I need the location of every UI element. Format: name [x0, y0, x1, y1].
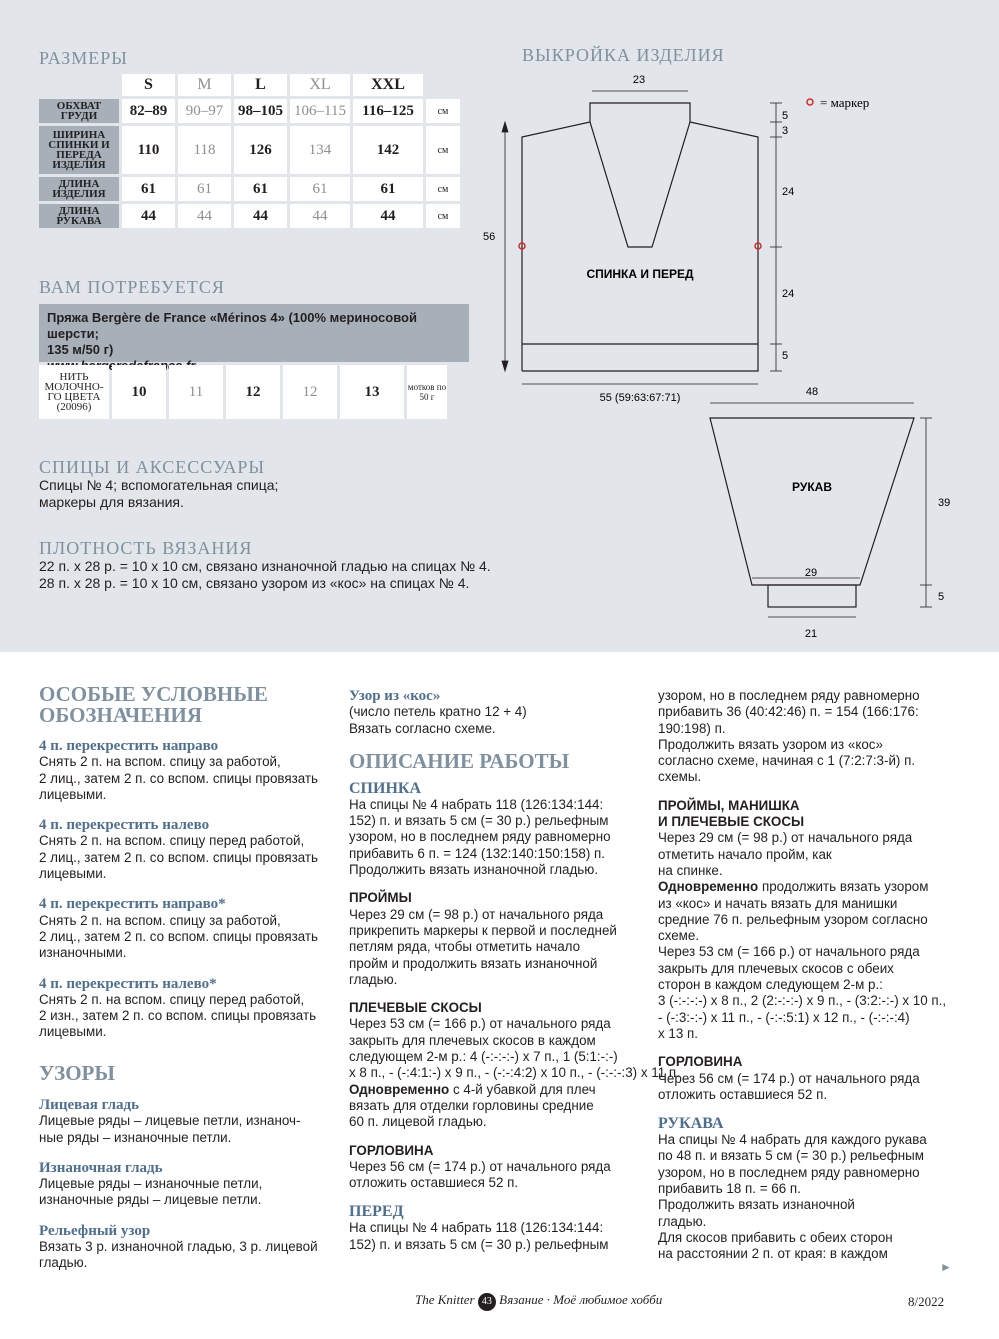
gauge-title: ПЛОТНОСТЬ ВЯЗАНИЯ [39, 538, 253, 558]
next-page-icon: ► [940, 1260, 952, 1274]
unit-cell: см [426, 204, 460, 228]
dim-label: 55 (59:63:67:71) [599, 392, 681, 404]
thread-label: НИТЬ МОЛОЧНО- ГО ЦВЕТА (20096) [39, 365, 109, 419]
thread-cell: 13 [340, 365, 404, 419]
dim-label: 39 [938, 497, 951, 509]
size-header: M [178, 74, 231, 96]
size-cell: 90–97 [178, 99, 231, 123]
special-list: 4 п. перекрестить направо Снять 2 п. на вспом. спицу за работой, 2 лиц., затем 2 п. со вспом. спицы провязать лицевыми. 4 п. перекрестить налево Снять 2 п. на вспом. спицу перед работой, 2 лиц., затем 2 п. со вспом. спицы провязать лицевыми. 4 п. перекрестить направо* Снять 2 п. на вспом. спицу за работой, 2 лиц., затем 2 п. со вспом. спицы провязать изнаночными. 4 п. перекрестить налево* Снять 2 п. на вспом. спицу перед работой, 2 изн., затем 2 п. со вспом. спицы провязать лицевыми. [39, 738, 319, 1040]
needles-line: Спицы № 4; вспомогательная спица; [39, 477, 279, 493]
dimension-lines [502, 91, 932, 617]
size-cell: 126 [234, 126, 287, 174]
size-cell: 118 [178, 126, 231, 174]
unit-cell: см [426, 99, 460, 123]
size-header: XL [290, 74, 350, 96]
size-cell: 82–89 [122, 99, 175, 123]
page-footer [415, 1292, 662, 1311]
size-cell: 44 [353, 204, 423, 228]
column-2: Узор из «кос» (число петель кратно 12 + 4) Вязать согласно схеме. ОПИСАНИЕ РАБОТЫ СПИНКА На спицы № 4 набрать 118 (126:134:144: 152) п. и вязать 5 см (= 30 р.) рельефным узором, но в последнем ряду равномерно прибавить 6 п. = 124 (132:140:150:158) п. Продолжить вязать изнаночной гладью. ПРОЙМЫ Через 29 см (= 98 р.) от начального ряда прикрепить маркеры к первой и последней петлям ряда, чтобы отметить начало пройм и продолжить вязать изнаночной гладью. ПЛЕЧЕВЫЕ СКОСЫ Через 53 см (= 166 р.) от начального ряда закрыть для плечевых скосов в каждом следующем 2-м р.: 4 (-:-:-:-) х 7 п., 1 (5:1:-:-) х 8 п., - (-:4:1:-) х 9 п., - (-:-:4:2) х 10 п., - (-:-:-:3) х 11 п. Одновременно с 4-й убавкой для плеч вязать для отделки горловины средние 60 п. лицевой гладью. ГОРЛОВИНА Через 56 см (= 174 р.) от начального ряда отложить оставшиеся 52 п. ПЕРЕД На спицы № 4 набрать 118 (126:134:144: 152) п. и вязать 5 см (= 30 р.) рельефным [349, 688, 680, 1252]
thread-cell: 10 [112, 365, 166, 419]
yarn-line: 135 м/50 г) [47, 342, 114, 357]
size-cell: 134 [290, 126, 350, 174]
issue-number: 8/2022 [908, 1294, 945, 1309]
size-header: S [122, 74, 175, 96]
patterns-list: Лицевая гладь Лицевые ряды – лицевые петли, изнаноч- ные ряды – изнаночные петли. Изнаночная гладь Лицевые ряды – изнаночные петли, изнаночные ряды – лицевые петли. Рельефный узор Вязать 3 р. изнаночной гладью, 3 р. лицевой гладью. [39, 1097, 318, 1271]
dim-label: 5 [938, 591, 945, 603]
column-3: узором, но в последнем ряду равномерно прибавить 36 (40:42:46) п. = 154 (166:176: 190:198) п. Продолжить вязать узором из «кос» согласно схеме, начиная с 1 (7:2:7:3-й) п. схемы. ПРОЙМЫ, МАНИШКА И ПЛЕЧЕВЫЕ СКОСЫ Через 29 см (= 98 р.) от начального ряда отметить начало пройм, как на спинке. Одновременно продолжить вязать узором из «кос» и начать вязать для манишки средние 76 п. рельефным узором согласно схеме. Через 53 см (= 166 р.) от начального ряда закрыть для плечевых скосов с обеих сторон в каждом следующем 2-м р.: 3 (-:-:-:-) х 8 п., 2 (2:-:-:-) х 9 п., - (3:2:-:-) х 10 п., - (-:3:-:-) х 11 п., - (-:-:5:1) х 12 п., - (-:-:-:4) х 13 п. ГОРЛОВИНА Через 56 см (= 174 р.) от начального ряда отложить оставшиеся 52 п. РУКАВА На спицы № 4 набрать для каждого рукава по 48 п. и вязать 5 см (= 30 р.) рельефным узором, но в последнем ряду равномерно прибавить 18 п. = 66 п. Продолжить вязать изнаночной гладью. Для скосов прибавить с обеих сторон на расстоянии 2 п. от края: в каждом [658, 688, 947, 1262]
dim-label: 24 [782, 288, 795, 300]
unit-cell: см [426, 177, 460, 201]
gauge-line: 28 п. х 28 р. = 10 х 10 см, связано узором из «кос» на спицах № 4. [39, 575, 470, 591]
sleeve-label: РУКАВ [792, 480, 832, 494]
marker-legend-icon [807, 99, 813, 105]
magazine-subtitle: Вязание · Моё любимое хобби [499, 1292, 663, 1307]
body-label: СПИНКА И ПЕРЕД [586, 267, 694, 281]
dim-label: 29 [804, 567, 818, 579]
size-cell: 61 [178, 177, 231, 201]
size-cell: 98–105 [234, 99, 287, 123]
schematic-diagram [0, 0, 999, 652]
magazine-name: The Knitter [415, 1292, 475, 1307]
row-label: ДЛИНА ИЗДЕЛИЯ [39, 177, 119, 201]
needles-title: СПИЦЫ И АКСЕССУАРЫ [39, 457, 266, 477]
thread-cell: 12 [226, 365, 280, 419]
patterns-title: УЗОРЫ [39, 1061, 116, 1085]
unit-cell: см [426, 126, 460, 174]
size-cell: 106–115 [290, 99, 350, 123]
dim-label: 21 [804, 628, 818, 640]
size-cell: 44 [178, 204, 231, 228]
marker-legend-text: = маркер [820, 95, 870, 110]
size-cell: 110 [122, 126, 175, 174]
dim-label: 23 [632, 74, 646, 86]
dim-label: 56 [483, 231, 496, 243]
special-title: ОСОБЫЕ УСЛОВНЫЕ ОБОЗНАЧЕНИЯ [39, 682, 268, 727]
dim-label: 5 [782, 350, 789, 362]
size-cell: 61 [234, 177, 287, 201]
dim-label: 3 [782, 125, 789, 137]
size-cell: 44 [122, 204, 175, 228]
needles-line: маркеры для вязания. [39, 494, 184, 510]
marker-icons [519, 99, 813, 249]
size-header: XXL [353, 74, 423, 96]
dim-label: 48 [805, 386, 819, 398]
row-label: ШИРИНА СПИНКИ И ПЕРЕДА ИЗДЕЛИЯ [39, 126, 119, 174]
size-cell: 142 [353, 126, 423, 174]
thread-cell: 12 [283, 365, 337, 419]
size-header: L [234, 74, 287, 96]
sleeve-cuff [768, 585, 856, 607]
size-cell: 61 [290, 177, 350, 201]
sleeve-outline [710, 418, 914, 585]
size-cell: 61 [353, 177, 423, 201]
dim-label: 5 [782, 110, 789, 122]
row-label: ДЛИНА РУКАВА [39, 204, 119, 228]
size-cell: 61 [122, 177, 175, 201]
gauge-line: 22 п. х 28 р. = 10 х 10 см, связано изнаночной гладью на спицах № 4. [39, 558, 491, 574]
pattern-title: ВЫКРОЙКА ИЗДЕЛИЯ [522, 45, 725, 65]
thread-cell: 11 [169, 365, 223, 419]
size-cell: 44 [290, 204, 350, 228]
size-cell: 116–125 [353, 99, 423, 123]
needs-title: ВАМ ПОТРЕБУЕТСЯ [39, 277, 225, 297]
size-cell: 44 [234, 204, 287, 228]
yarn-line: Пряжа Bergère de France «Mérinos 4» (100% мериносовой шерсти; [47, 310, 417, 341]
body-outline [522, 103, 914, 607]
row-label: ОБХВАТ ГРУДИ [39, 99, 119, 123]
thread-unit: мотков по 50 г [407, 365, 447, 419]
dim-label: 24 [782, 186, 795, 198]
page-number: 43 [478, 1293, 496, 1311]
sizes-title: РАЗМЕРЫ [39, 48, 128, 68]
